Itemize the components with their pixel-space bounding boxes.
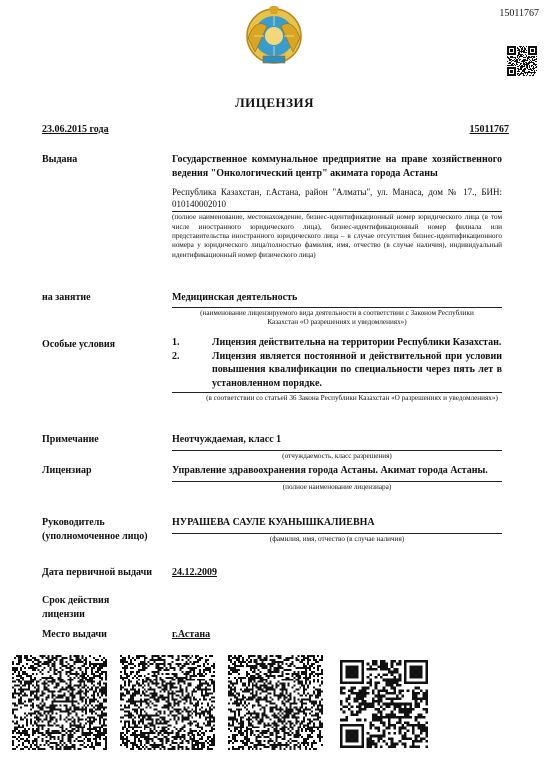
license-number: 15011767 xyxy=(469,124,509,135)
head-block xyxy=(172,516,502,544)
page-title: ЛИЦЕНЗИЯ xyxy=(234,95,315,110)
remark-block xyxy=(172,433,502,461)
doc-number-top: 15011767 xyxy=(499,8,539,19)
condition-num: 2. xyxy=(172,350,180,362)
2d-barcode-icon xyxy=(228,655,323,750)
conditions-block xyxy=(172,336,502,403)
remark-label: Примечание xyxy=(42,434,99,445)
2d-barcode-icon xyxy=(12,655,107,750)
issued-block xyxy=(172,153,502,260)
conditions-note: (в соответствии со статьей 36 Закона Республики Казахстан «О разрешениях и уведомлениях») xyxy=(172,392,502,403)
place-value: г.Астана xyxy=(172,629,211,640)
qr-code-icon xyxy=(340,660,428,748)
condition-item xyxy=(172,336,502,350)
state-emblem-icon xyxy=(245,6,303,66)
condition-num: 1. xyxy=(172,337,180,348)
licensor-note: (полное наименование лицензиара) xyxy=(172,481,502,492)
head-label-line1: Руководитель xyxy=(42,517,105,528)
head-label xyxy=(42,516,148,543)
first-issue-value: 24.12.2009 xyxy=(172,567,217,578)
head-note: (фамилия, имя, отчество (в случае наличия) xyxy=(172,533,502,544)
validity-label xyxy=(42,594,109,621)
issued-address: Республика Казахстан, г.Астана, район "Алматы", ул. Манаса, дом № 17., БИН: 010140002010 xyxy=(172,187,502,210)
issued-name: Государственное коммунальное предприятие на праве хозяйственного ведения "Онкологический центр" акимата города Астаны xyxy=(172,154,502,179)
qr-code-icon xyxy=(507,46,537,76)
licensor-value: Управление здравоохранения города Астаны. Акимат города Астаны. xyxy=(172,465,488,476)
issued-label: Выдана xyxy=(42,154,78,165)
first-issue-label: Дата первичной выдачи xyxy=(42,567,153,578)
head-label-line2: (уполномоченное лицо) xyxy=(42,530,148,542)
place-label: Место выдачи xyxy=(42,629,107,640)
activity-note: (наименование лицензируемого вида деятельности в соответствии с Законом Республики Казахстан «О разрешениях и уведомлениях») xyxy=(172,307,502,328)
conditions-label: Особые условия xyxy=(42,339,116,350)
issued-note: (полное наименование, местонахождение, бизнес-идентификационный номер юридического лица (в том числе иностранного юридического лица), бизнес-идентификационный номер филиала или представительства иностранного юридического лица – в случае отсутствия бизнес-идентификационного номера у юридического лица/полностью фамилия, имя, отчество (в случае наличия), индивидуальный идентификационный номер физического лица) xyxy=(172,213,502,259)
validity-label-line2: лицензии xyxy=(42,608,85,620)
validity-label-line1: Срок действия xyxy=(42,595,110,606)
head-value: НУРАШЕВА САУЛЕ КУАНЫШКАЛИЕВНА xyxy=(172,517,375,528)
remark-value: Неотчуждаемая, класс 1 xyxy=(172,434,282,445)
activity-label: на занятие xyxy=(42,292,91,303)
license-date: 23.06.2015 года xyxy=(42,124,109,135)
condition-item xyxy=(172,350,502,391)
activity-value: Медицинская деятельность xyxy=(172,292,298,303)
licensor-block xyxy=(172,464,502,492)
licensor-label: Лицензиар xyxy=(42,465,92,476)
2d-barcode-icon xyxy=(120,655,215,750)
condition-text: Лицензия является постоянной и действительной при условии повышения квалификации по специальности через пять лет в установленном порядке. xyxy=(212,350,502,389)
activity-block xyxy=(172,291,502,327)
condition-text: Лицензия действительна на территории Республики Казахстан. xyxy=(212,337,502,348)
remark-note: (отчуждаемость, класс разрешения) xyxy=(172,450,502,461)
